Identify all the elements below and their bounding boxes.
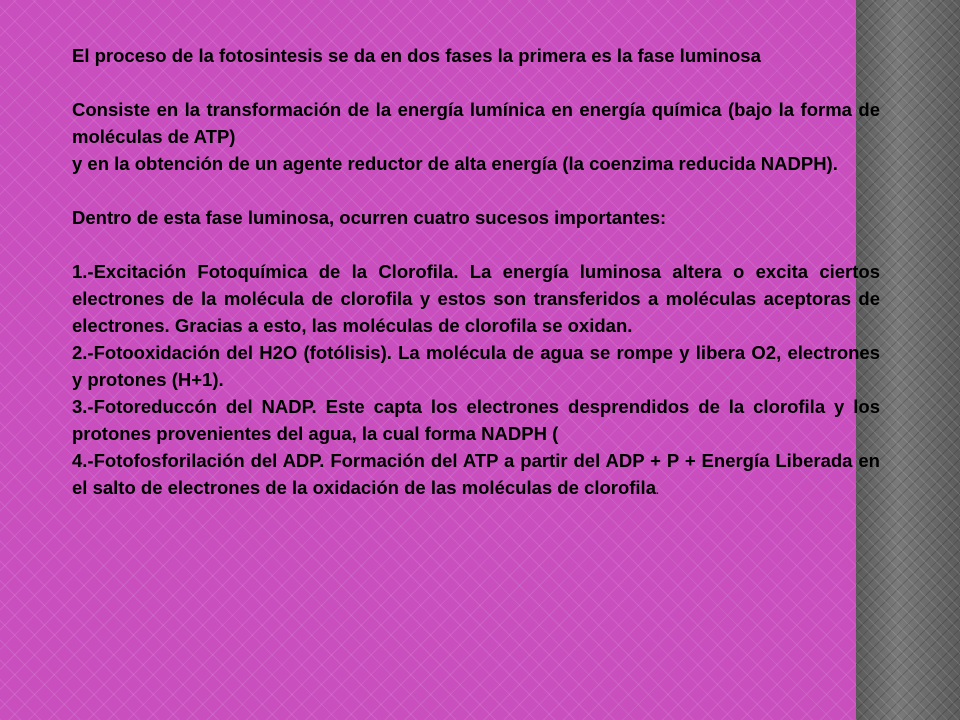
list-item-1: 1.-Excitación Fotoquímica de la Clorofila. La energía luminosa altera o excita ciertos electrones de la molécula de clorofila y estos son transferidos a moléculas aceptoras de electrones. Gracias a esto, las moléculas de clorofila se oxidan.	[72, 261, 880, 336]
paragraph-gap	[72, 177, 880, 204]
list-item-4-end: .	[656, 486, 659, 497]
paragraph-gap	[72, 69, 880, 96]
intro-paragraph: El proceso de la fotosintesis se da en dos fases la primera es la fase luminosa	[72, 45, 761, 66]
consiste-paragraph-2: y en la obtención de un agente reductor de alta energía (la coenzima reducida NADPH).	[72, 153, 838, 174]
list-item-4	[72, 447, 880, 505]
consiste-paragraph-1: Consiste en la transformación de la energía lumínica en energía química (bajo la forma de moléculas de ATP)	[72, 99, 880, 147]
dentro-paragraph: Dentro de esta fase luminosa, ocurren cuatro sucesos importantes:	[72, 207, 667, 228]
slide-text-body	[72, 42, 880, 505]
list-item-4-text: 4.-Fotofosforilación del ADP. Formación del ATP a partir del ADP + P + Energía Liberada en el salto de electrones de la oxidación de las moléculas de clorofila	[72, 450, 880, 498]
paragraph-gap	[72, 231, 880, 258]
list-item-3: 3.-Fotoreduccón del NADP. Este capta los electrones desprendidos de la clorofila y los protones provenientes del agua, la cual forma NADPH (	[72, 396, 880, 444]
list-item-2: 2.-Fotooxidación del H2O (fotólisis). La molécula de agua se rompe y libera O2, electrones y protones (H+1).	[72, 342, 880, 390]
